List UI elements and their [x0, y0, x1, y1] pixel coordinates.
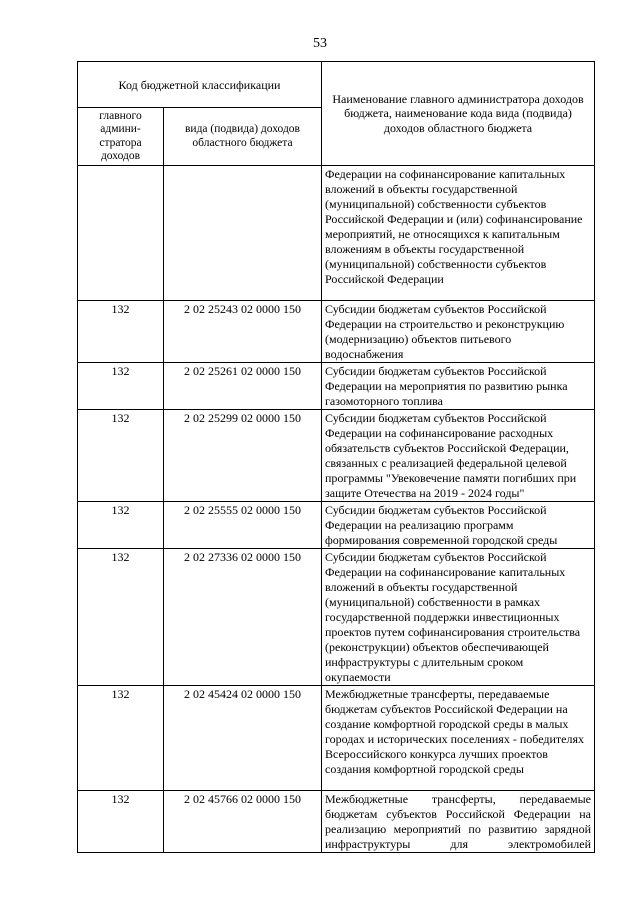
- table-row: [78, 301, 595, 363]
- description-cell: Субсидии бюджетам субъектов Российской Федерации на реализацию программ формирования современной городской среды: [322, 502, 595, 549]
- table-row: [78, 166, 595, 301]
- header-budget-code: Код бюджетной классификации: [78, 62, 322, 108]
- description-cell: Субсидии бюджетам субъектов Российской Федерации на строительство и реконструкцию (модернизацию) объектов питьевого водоснабжения: [322, 301, 595, 363]
- table-row: [78, 410, 595, 502]
- admin-code-cell: 132: [78, 363, 164, 410]
- revenue-code-cell: [164, 166, 322, 301]
- revenue-code-cell: 2 02 45766 02 0000 150: [164, 791, 322, 853]
- revenue-code-cell: 2 02 25299 02 0000 150: [164, 410, 322, 502]
- header-code-column: вида (подвида) доходов областного бюджета: [164, 108, 322, 166]
- admin-code-cell: 132: [78, 686, 164, 791]
- header-name-column: Наименование главного администратора доходов бюджета, наименование кода вида (подвида) доходов областного бюджета: [322, 62, 595, 166]
- admin-code-cell: 132: [78, 791, 164, 853]
- description-cell: Межбюджетные трансферты, передаваемые бюджетам субъектов Российской Федерации на создание комфортной городской среды в малых городах и исторических поселениях - победителях Всероссийского конкурса лучших проектов создания комфортной городской среды: [322, 686, 595, 791]
- revenue-code-cell: 2 02 27336 02 0000 150: [164, 549, 322, 686]
- table-row: [78, 502, 595, 549]
- revenue-code-cell: 2 02 25243 02 0000 150: [164, 301, 322, 363]
- table-row: [78, 363, 595, 410]
- description-cell: Межбюджетные трансферты, передаваемые бюджетам субъектов Российской Федерации на реализацию мероприятий по развитию зарядной инфраструктуры для электромобилей: [322, 791, 595, 853]
- description-cell: Федерации на софинансирование капитальных вложений в объекты государственной (муниципальной) собственности субъектов Российской Федерации и (или) софинансирование мероприятий, не относящихся к капитальным вложениям в объекты государственной (муниципальной) собственности субъектов Российской Федерации: [322, 166, 595, 301]
- header-admin-column: главного админи-стратора доходов: [78, 108, 164, 166]
- table-row: [78, 791, 595, 853]
- description-cell: Субсидии бюджетам субъектов Российской Федерации на софинансирование капитальных вложений в объекты государственной (муниципальной) собственности в рамках государственной поддержки инвестиционных проектов путем софинансирования строительства (реконструкции) объектов обеспечивающей инфраструктуры с длительным сроком окупаемости: [322, 549, 595, 686]
- admin-code-cell: 132: [78, 549, 164, 686]
- admin-code-cell: 132: [78, 410, 164, 502]
- revenue-code-cell: 2 02 25261 02 0000 150: [164, 363, 322, 410]
- budget-classification-table: [77, 61, 595, 853]
- table-row: [78, 686, 595, 791]
- admin-code-cell: 132: [78, 301, 164, 363]
- admin-code-cell: 132: [78, 502, 164, 549]
- table-header-row: [78, 62, 595, 108]
- revenue-code-cell: 2 02 25555 02 0000 150: [164, 502, 322, 549]
- revenue-code-cell: 2 02 45424 02 0000 150: [164, 686, 322, 791]
- description-cell: Субсидии бюджетам субъектов Российской Федерации на мероприятия по развитию рынка газомоторного топлива: [322, 363, 595, 410]
- admin-code-cell: [78, 166, 164, 301]
- page-number: 53: [313, 36, 327, 51]
- table-row: [78, 549, 595, 686]
- description-cell: Субсидии бюджетам субъектов Российской Федерации на софинансирование расходных обязательств субъектов Российской Федерации, связанных с реализацией федеральной целевой программы "Увековечение памяти погибших при защите Отечества на 2019 - 2024 годы": [322, 410, 595, 502]
